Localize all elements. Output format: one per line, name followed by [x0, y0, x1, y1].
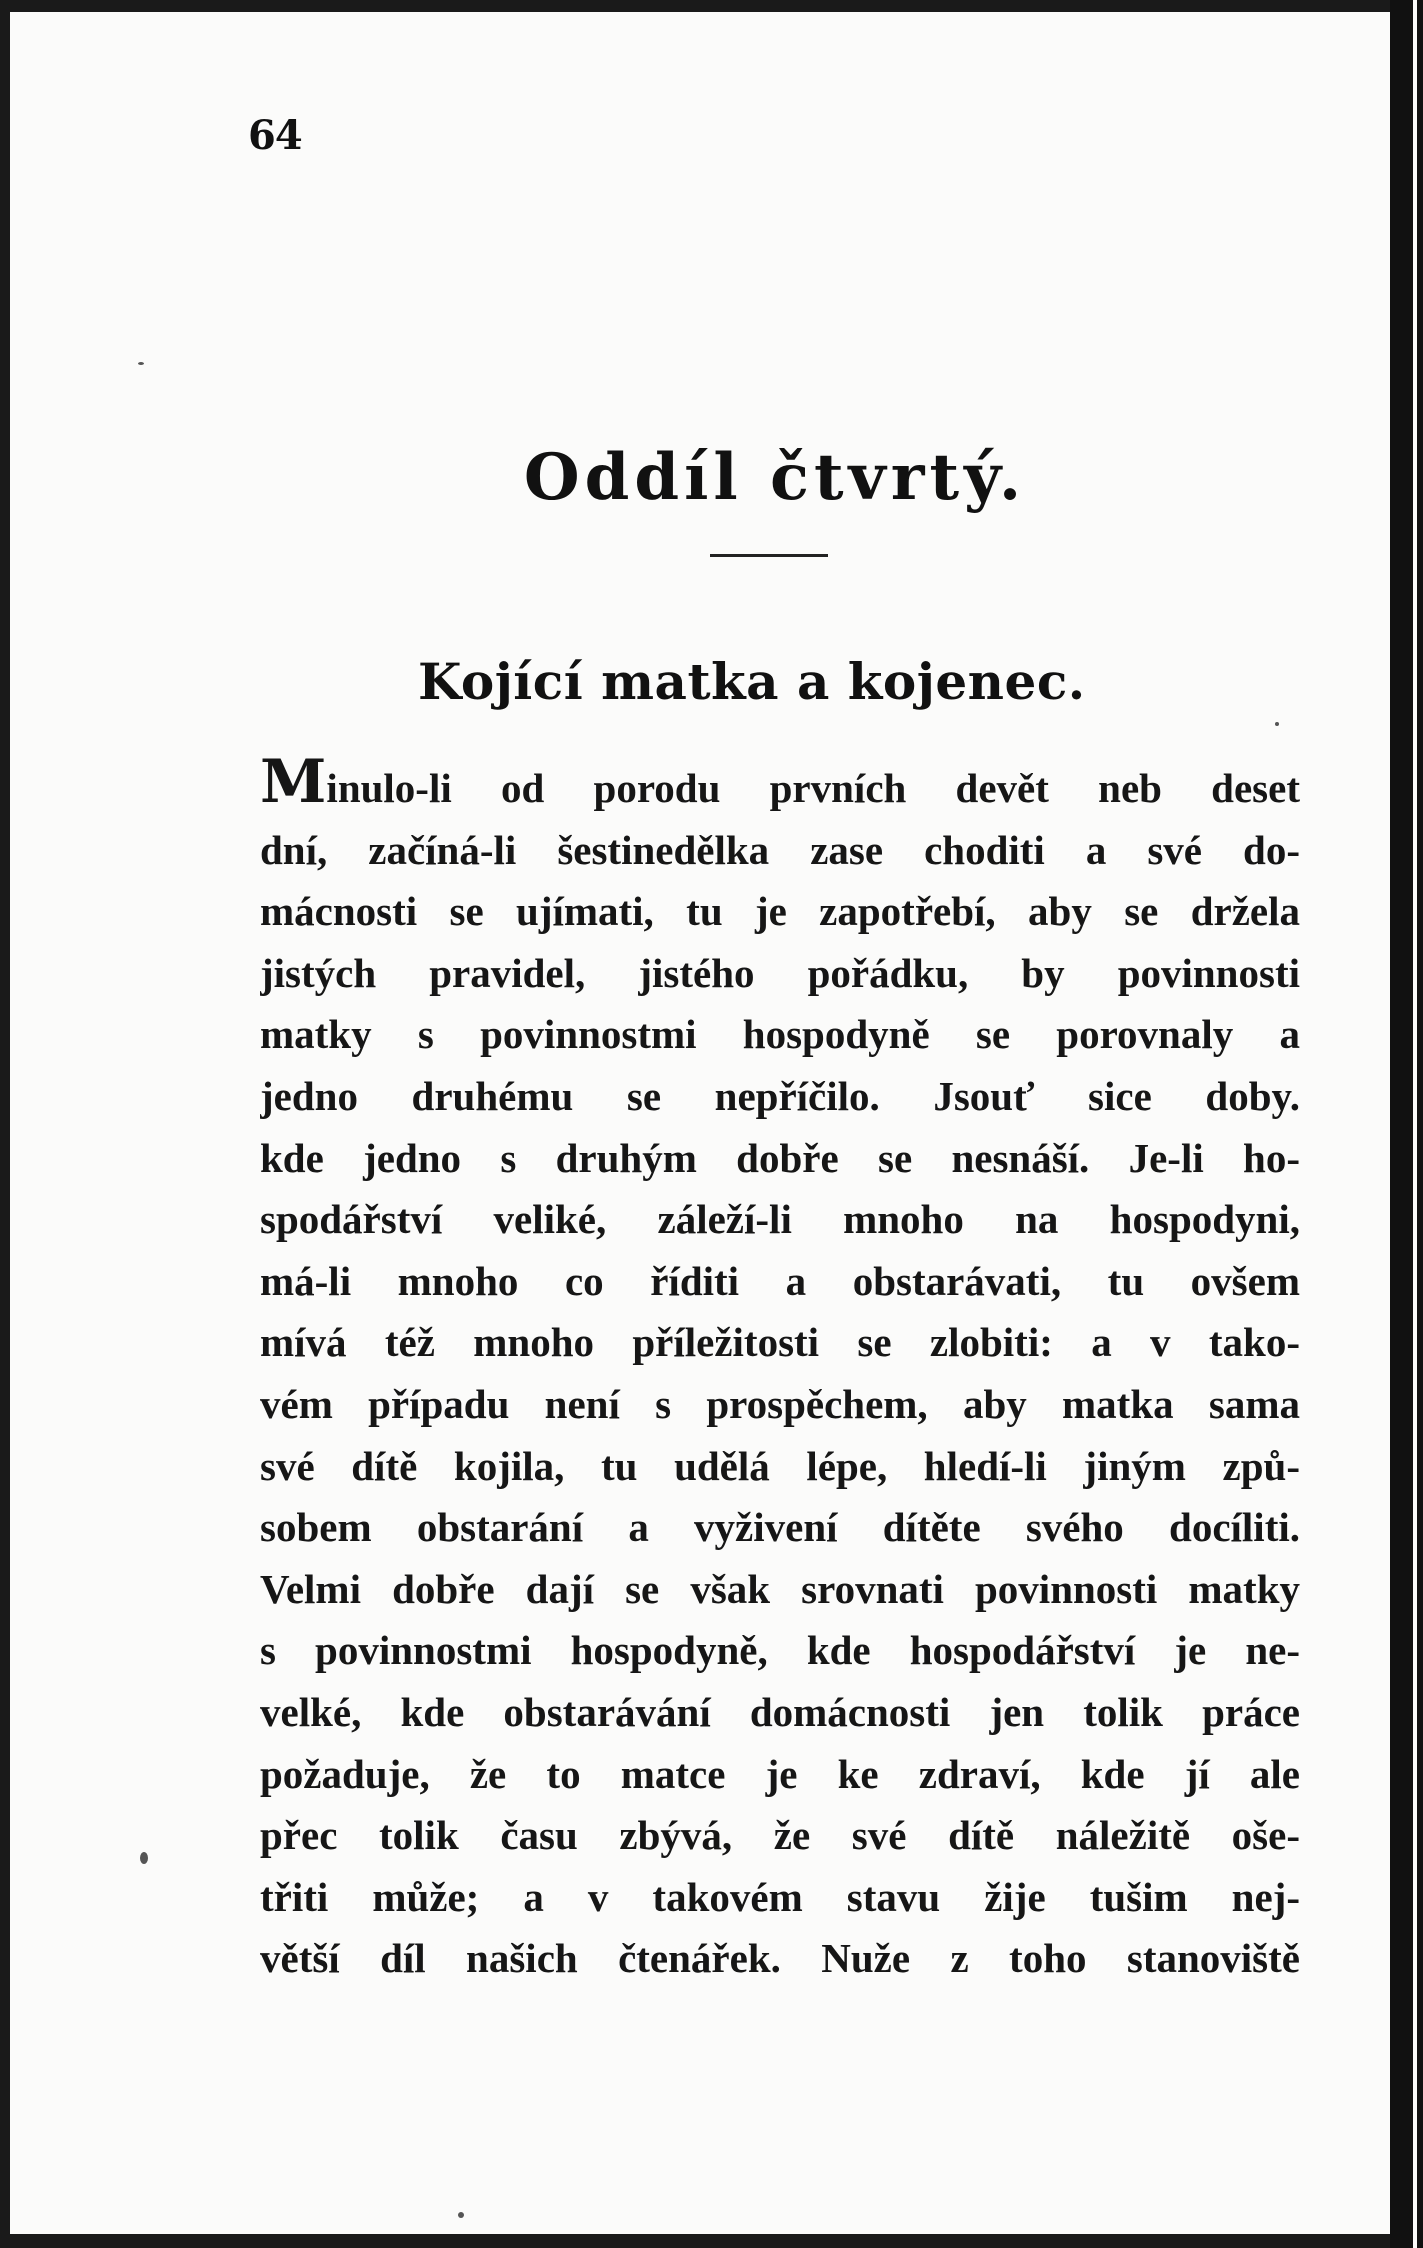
page-number: 64	[248, 112, 302, 159]
text-line: s povinnostmi hospodyně, kde hospodářství je ne-	[260, 1627, 1300, 1674]
book-page	[10, 12, 1390, 2234]
text-line: sobem obstarání a vyživení dítěte svého docíliti.	[260, 1504, 1300, 1551]
text-line: jedno druhému se nepříčilo. Jsouť sice doby.	[260, 1072, 1300, 1119]
text-line: přec tolik času zbývá, že své dítě náležitě oše-	[260, 1812, 1300, 1859]
text-line: vém případu není s prospěchem, aby matka sama	[260, 1380, 1300, 1427]
text-line	[260, 758, 1300, 820]
title-divider	[710, 554, 828, 557]
text-line: kde jedno s druhým dobře se nesnáší. Je-li ho-	[260, 1134, 1300, 1181]
text-line: spodářství veliké, záleží-li mnoho na hospodyni,	[260, 1196, 1300, 1243]
text-line: jistých pravidel, jistého pořádku, by povinnosti	[260, 949, 1300, 996]
first-line-rest: inulo-li od porodu prvních devět neb deset	[326, 765, 1300, 811]
text-line: velké, kde obstarávání domácnosti jen tolik práce	[260, 1688, 1300, 1735]
text-line: své dítě kojila, tu udělá lépe, hledí-li jiným způ-	[260, 1442, 1300, 1489]
body-text	[260, 758, 1300, 1990]
text-line: matky s povinnostmi hospodyně se porovnaly a	[260, 1011, 1300, 1058]
text-line: dní, začíná-li šestinedělka zase choditi a své do-	[260, 826, 1300, 873]
section-title: Oddíl čtvrtý.	[523, 440, 1027, 515]
text-line: mívá též mnoho příležitosti se zlobiti: a v tako-	[260, 1319, 1300, 1366]
page-spine-edge	[1390, 0, 1423, 2248]
text-line: větší díl našich čtenářek. Nuže z toho stanoviště	[260, 1935, 1300, 1982]
chapter-title: Kojící matka a kojenec.	[418, 652, 1086, 711]
text-line: Velmi dobře dají se však srovnati povinnosti matky	[260, 1565, 1300, 1612]
text-line: požaduje, že to matce je ke zdraví, kde jí ale	[260, 1750, 1300, 1797]
drop-cap: M	[260, 758, 327, 817]
text-line: mácnosti se ujímati, tu je zapotřebí, aby se držela	[260, 888, 1300, 935]
spine-highlight	[1413, 0, 1417, 2248]
text-line: třiti může; a v takovém stavu žije tušim nej-	[260, 1873, 1300, 1920]
text-line: má-li mnoho co říditi a obstarávati, tu ovšem	[260, 1257, 1300, 1304]
